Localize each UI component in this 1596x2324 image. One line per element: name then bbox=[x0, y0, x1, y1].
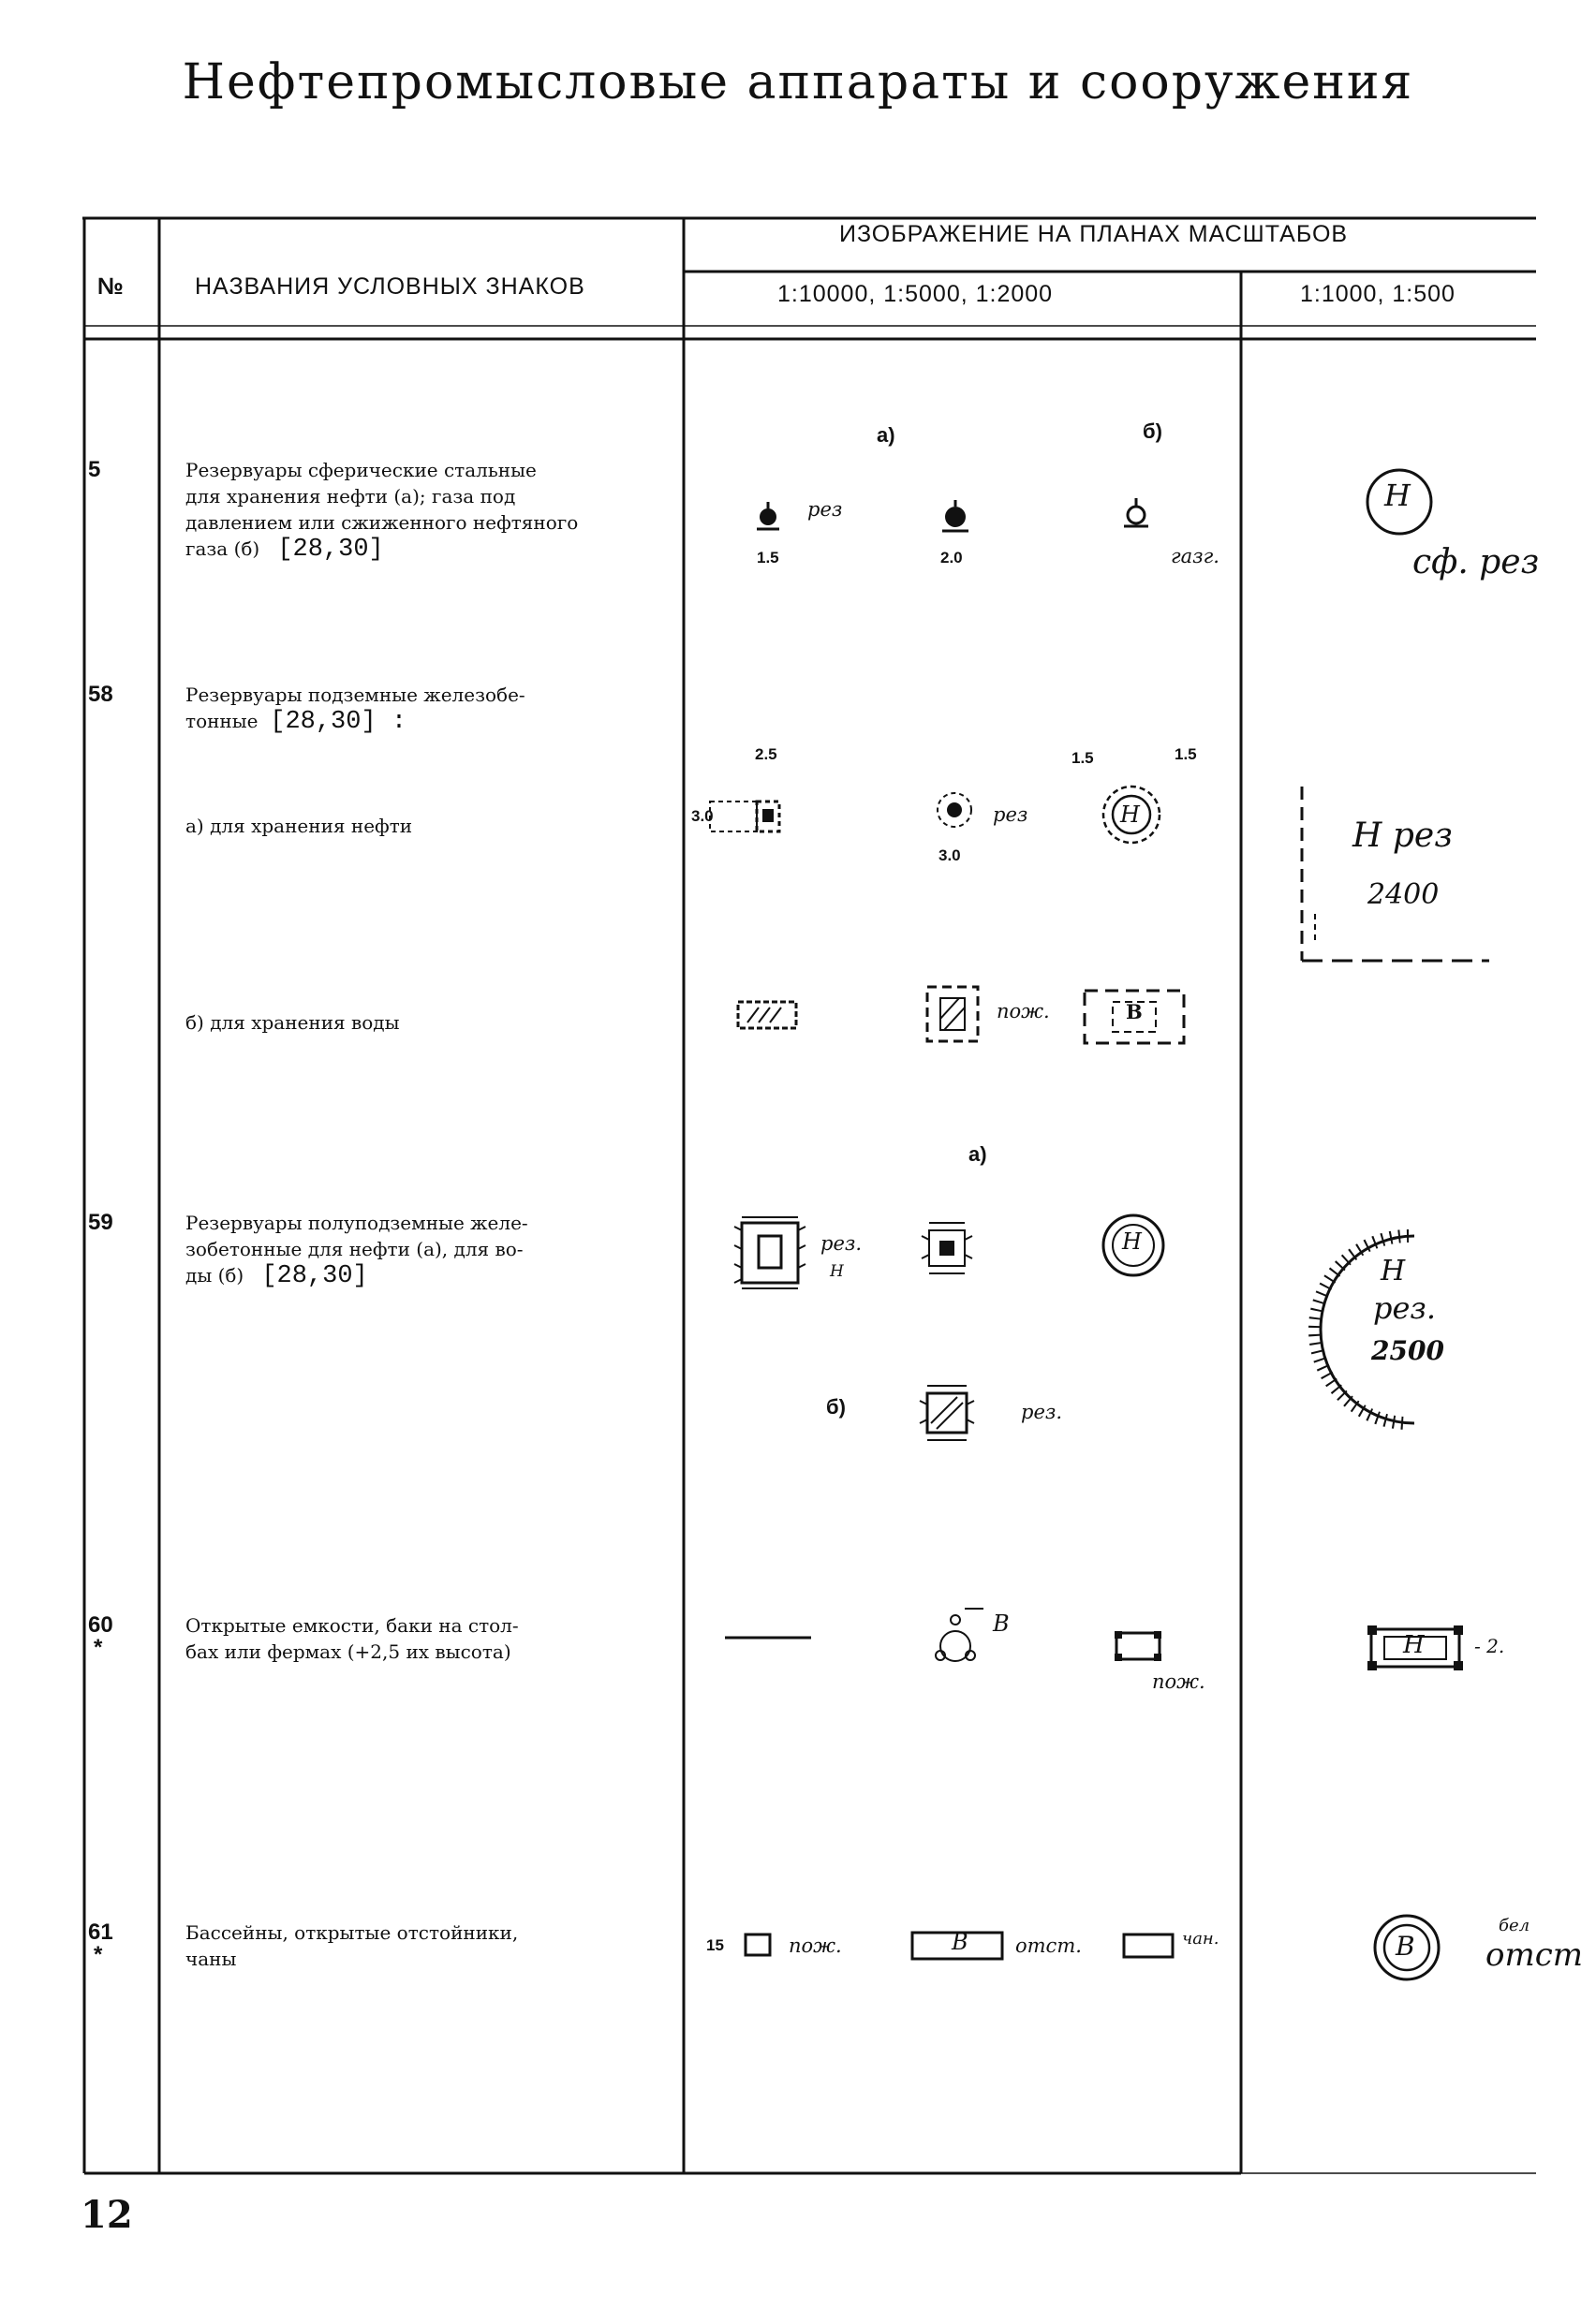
spherical-tank-gas-icon bbox=[1113, 487, 1160, 534]
label-poz: пож. bbox=[997, 1000, 1050, 1022]
letter-v: В bbox=[993, 1611, 1010, 1637]
row-description bbox=[185, 1210, 691, 1289]
large-capacity: 2400 bbox=[1367, 878, 1440, 911]
dim-label: 2.0 bbox=[940, 549, 963, 566]
desc-line: тонные bbox=[185, 710, 259, 732]
dim-label: 2.5 bbox=[755, 745, 777, 763]
row-star: * bbox=[94, 1635, 103, 1660]
desc-line: Бассейны, открытые отстойники, bbox=[185, 1921, 519, 1944]
row-number: 58 bbox=[88, 682, 113, 707]
large-letter: Н рез bbox=[1352, 816, 1453, 855]
label-gas: газг. bbox=[1171, 545, 1219, 567]
reference: [28,30] bbox=[277, 536, 384, 564]
large-label: рез. bbox=[1373, 1290, 1437, 1326]
basin-small-icon bbox=[740, 1929, 777, 1963]
large-letter: Н bbox=[1403, 1631, 1425, 1659]
large-letter: Н bbox=[1381, 1255, 1406, 1287]
row-number: 60 bbox=[88, 1612, 113, 1638]
desc-line: Резервуары сферические стальные bbox=[185, 459, 537, 481]
water-tank-hatched-icon bbox=[922, 981, 987, 1047]
label-n: Н bbox=[830, 1262, 844, 1281]
row-sub-a: а) для хранения нефти bbox=[185, 815, 413, 837]
desc-line: Открытые емкости, баки на стол- bbox=[185, 1614, 519, 1637]
water-tank-icon bbox=[734, 996, 800, 1034]
semi-underground-tank-small-icon bbox=[914, 1215, 980, 1281]
row-description bbox=[185, 457, 691, 563]
label-otst: отст. bbox=[1015, 1934, 1082, 1957]
row-number: 61 bbox=[88, 1920, 113, 1945]
desc-line: газа (б) bbox=[185, 537, 260, 560]
row-description bbox=[185, 682, 691, 735]
semi-underground-arc-icon bbox=[1302, 1217, 1433, 1442]
label-res: рез. bbox=[1021, 1401, 1062, 1423]
row-number: 5 bbox=[88, 457, 101, 482]
symbol-sub-a: а) bbox=[968, 1142, 987, 1166]
letter-v: В bbox=[952, 1929, 968, 1955]
label-res: рез bbox=[807, 498, 843, 521]
reference: [28,30] : bbox=[270, 708, 407, 736]
symbol-sub-b: б) bbox=[1143, 419, 1162, 443]
dim-label: 3.0 bbox=[938, 846, 961, 864]
open-tank-line-icon bbox=[721, 1633, 815, 1642]
desc-line: Резервуары полуподземные желе- bbox=[185, 1212, 528, 1234]
desc-line: бах или фермах (+2,5 их высота) bbox=[185, 1640, 511, 1663]
header-names: НАЗВАНИЯ УСЛОВНЫХ ЗНАКОВ bbox=[195, 273, 585, 300]
vat-icon bbox=[1120, 1929, 1178, 1963]
label-res: рез. bbox=[820, 1232, 862, 1255]
symbol-sub-b: б) bbox=[826, 1395, 846, 1419]
large-label: сф. рез bbox=[1412, 543, 1540, 581]
dim-label: 1.5 bbox=[1175, 745, 1197, 763]
semi-underground-water-icon bbox=[912, 1378, 982, 1448]
label-poz: пож. bbox=[1152, 1670, 1205, 1693]
dim-label: 15 bbox=[706, 1936, 724, 1954]
spherical-tank-oil-icon bbox=[740, 487, 796, 543]
letter-v: В bbox=[1126, 1000, 1143, 1023]
header-scale-large: 1:1000, 1:500 bbox=[1300, 281, 1456, 307]
page-title: Нефтепромысловые аппараты и сооружения bbox=[182, 54, 1414, 110]
label-poz: пож. bbox=[789, 1934, 842, 1957]
desc-line: зобетонные для нефти (а), для во- bbox=[185, 1238, 524, 1260]
desc-line: ды (б) bbox=[185, 1264, 244, 1287]
desc-line: чаны bbox=[185, 1948, 237, 1970]
label-chan: чан. bbox=[1182, 1929, 1219, 1949]
row-description bbox=[185, 1920, 691, 1972]
large-letter: Н bbox=[1384, 478, 1411, 513]
desc-line: давлением или сжиженного нефтяного bbox=[185, 511, 579, 534]
semi-underground-tank-icon bbox=[729, 1208, 813, 1302]
row-star: * bbox=[94, 1942, 103, 1967]
reference: [28,30] bbox=[261, 1262, 368, 1290]
page-number: 12 bbox=[81, 2193, 133, 2237]
tank-on-truss-icon bbox=[1111, 1627, 1167, 1665]
dim-label: 1.5 bbox=[1071, 749, 1094, 767]
dim-label: 1.5 bbox=[757, 549, 779, 566]
tank-on-columns-icon bbox=[927, 1601, 993, 1667]
large-capacity: 2500 bbox=[1371, 1335, 1444, 1366]
header-images: ИЗОБРАЖЕНИЕ НА ПЛАНАХ МАСШТАБОВ bbox=[839, 221, 1349, 247]
header-scale-small: 1:10000, 1:5000, 1:2000 bbox=[777, 281, 1054, 307]
row-number: 59 bbox=[88, 1210, 113, 1235]
row-description bbox=[185, 1612, 691, 1665]
underground-tank-icon bbox=[702, 768, 796, 852]
large-label-1: бел bbox=[1499, 1916, 1530, 1935]
large-suffix: - 2. bbox=[1474, 1635, 1505, 1657]
header-num: № bbox=[97, 273, 125, 300]
dim-label: 3.0 bbox=[691, 807, 714, 825]
desc-line: для хранения нефти (а); газа под bbox=[185, 485, 516, 507]
large-label-2: отст bbox=[1485, 1936, 1583, 1974]
letter-n: Н bbox=[1120, 802, 1140, 828]
desc-line: Резервуары подземные железобе- bbox=[185, 684, 525, 706]
underground-tank-dot-icon bbox=[931, 787, 978, 833]
large-letter: В bbox=[1396, 1931, 1415, 1962]
symbol-sub-a: а) bbox=[877, 423, 895, 447]
label-res: рез bbox=[993, 803, 1028, 826]
spherical-tank-oil-icon bbox=[927, 487, 983, 543]
row-sub-b: б) для хранения воды bbox=[185, 1011, 400, 1034]
letter-n: Н bbox=[1122, 1228, 1142, 1255]
